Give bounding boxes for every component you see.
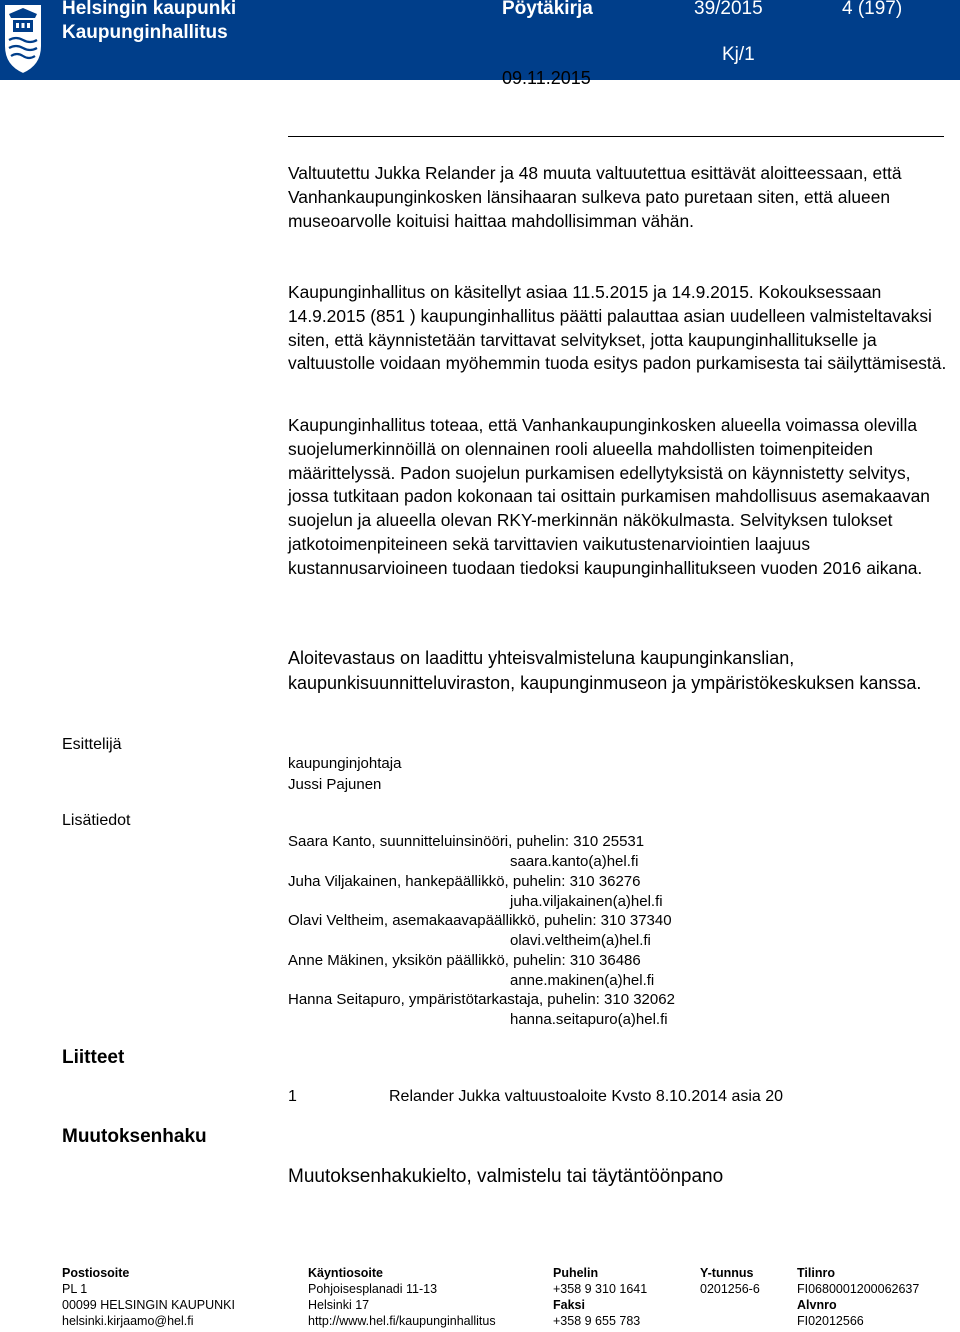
footer-phone-number: +358 9 310 1641 xyxy=(553,1282,648,1296)
footer-phone-head: Puhelin xyxy=(553,1266,599,1280)
contact-line: Olavi Veltheim, asemakaavapäällikkö, puhelin: 310 37340 xyxy=(288,912,672,929)
footer-web-link[interactable]: http://www.hel.fi/kaupunginhallitus xyxy=(308,1314,496,1328)
footer-vat-number: FI02012566 xyxy=(797,1314,864,1328)
contact-line: Saara Kanto, suunnitteluinsinööri, puhelin: 310 25531 xyxy=(288,833,645,850)
header-rule xyxy=(288,136,944,137)
contact-email: saara.kanto(a)hel.fi xyxy=(510,853,639,870)
attachment-number: 1 xyxy=(288,1088,297,1105)
contact-email: olavi.veltheim(a)hel.fi xyxy=(510,932,651,949)
appeal-label: Muutoksenhaku xyxy=(62,1126,207,1147)
paragraph-initiative: Valtuutettu Jukka Relander ja 48 muuta valtuutettua esittävät aloitteessaan, että Vanhankaupunginkosken länsihaaran sulkeva pato puretaan siten, että alueen museoarvolle koituisi haittaa mahdollisimman vähän. xyxy=(288,163,902,231)
footer-postal-city: 00099 HELSINGIN KAUPUNKI xyxy=(62,1298,235,1312)
contact-line: Anne Mäkinen, yksikön päällikkö, puhelin: 310 36486 xyxy=(288,952,641,969)
presenter-name: Jussi Pajunen xyxy=(288,776,382,793)
info-label: Lisätiedot xyxy=(62,812,131,829)
header-section: Kj/1 xyxy=(722,44,755,65)
paragraph-prepared: Aloitevastaus on laadittu yhteisvalmisteluna kaupunginkanslian, kaupunkisuunnitteluviraston, kaupunginmuseon ja ympäristökeskuksen kanssa. xyxy=(288,648,922,693)
footer-account-head: Tilinro xyxy=(797,1266,835,1280)
paragraph-handling: Kaupunginhallitus on käsitellyt asiaa 11.5.2015 ja 14.9.2015. Kokouksessaan 14.9.2015 (851 ) kaupunginhallitus päätti palauttaa asian uudelleen valmisteltavaksi siten, että käynnistetään tarvittavat selvitykset, jotta kaupunginhallitukselle ja valtuustolle voidaan myöhemmin tuoda esitys padon purkamisesta tai säilyttämisestä. xyxy=(288,282,947,374)
contact-line: Hanna Seitapuro, ympäristötarkastaja, puhelin: 310 32062 xyxy=(288,991,675,1008)
presenter-title: kaupunginjohtaja xyxy=(288,755,402,772)
attachment-title: Relander Jukka valtuustoaloite Kvsto 8.10.2014 asia 20 xyxy=(389,1088,784,1105)
helsinki-crest-logo xyxy=(0,0,46,76)
attachments-label: Liitteet xyxy=(62,1047,125,1068)
footer-fax-number: +358 9 655 783 xyxy=(553,1314,641,1328)
header-doc-type: Pöytäkirja xyxy=(502,0,593,19)
footer-vat-head: Alvnro xyxy=(797,1298,837,1312)
header-org: Helsingin kaupunki xyxy=(62,0,237,19)
footer-fax-head: Faksi xyxy=(553,1298,585,1312)
footer-visit-street: Pohjoisesplanadi 11-13 xyxy=(308,1282,438,1296)
header-issue: 39/2015 xyxy=(694,0,763,19)
footer-postal-box: PL 1 xyxy=(62,1282,88,1296)
footer-business-id: 0201256-6 xyxy=(700,1282,760,1296)
header-page: 4 (197) xyxy=(842,0,903,19)
appeal-text: Muutoksenhakukielto, valmistelu tai täytäntöönpano xyxy=(288,1166,724,1187)
contact-line: Juha Viljakainen, hankepäällikkö, puhelin: 310 36276 xyxy=(288,873,641,890)
contact-email: anne.makinen(a)hel.fi xyxy=(510,972,655,989)
footer-visit-head: Käyntiosoite xyxy=(308,1266,384,1280)
contact-email: juha.viljakainen(a)hel.fi xyxy=(510,893,663,910)
footer-postal-head: Postiosoite xyxy=(62,1266,130,1280)
footer-business-id-head: Y-tunnus xyxy=(700,1266,754,1280)
contact-email: hanna.seitapuro(a)hel.fi xyxy=(510,1011,668,1028)
paragraph-statement: Kaupunginhallitus toteaa, että Vanhankaupunginkosken alueella voimassa olevilla suojelumerkinnöillä on olennainen rooli alueella mahdollisten toimenpiteiden määrittelyssä. Padon suojelun purkamisen edellytyksistä on käynnistetty selvitys, jossa tutkitaan padon kokonaan tai osittain purkamisen mahdollisuus asemakaavan suojelun ja alueella olevan RKY-merkinnän näkökulmasta. Selvityksen tulokset jatkotoimenpiteineen sekä tarvittavien vaikutustenarviointien laajuus kustannusarvioineen tuodaan tiedoksi kaupunginhallitukseen vuoden 2016 aikana. xyxy=(288,415,930,578)
presenter-label: Esittelijä xyxy=(62,736,122,753)
header-date: 09.11.2015 xyxy=(502,68,591,88)
footer-visit-city: Helsinki 17 xyxy=(308,1298,370,1312)
header-body: Kaupunginhallitus xyxy=(62,22,228,43)
footer-email-link[interactable]: helsinki.kirjaamo@hel.fi xyxy=(62,1314,194,1328)
footer-account-number: FI0680001200062637 xyxy=(797,1282,920,1296)
